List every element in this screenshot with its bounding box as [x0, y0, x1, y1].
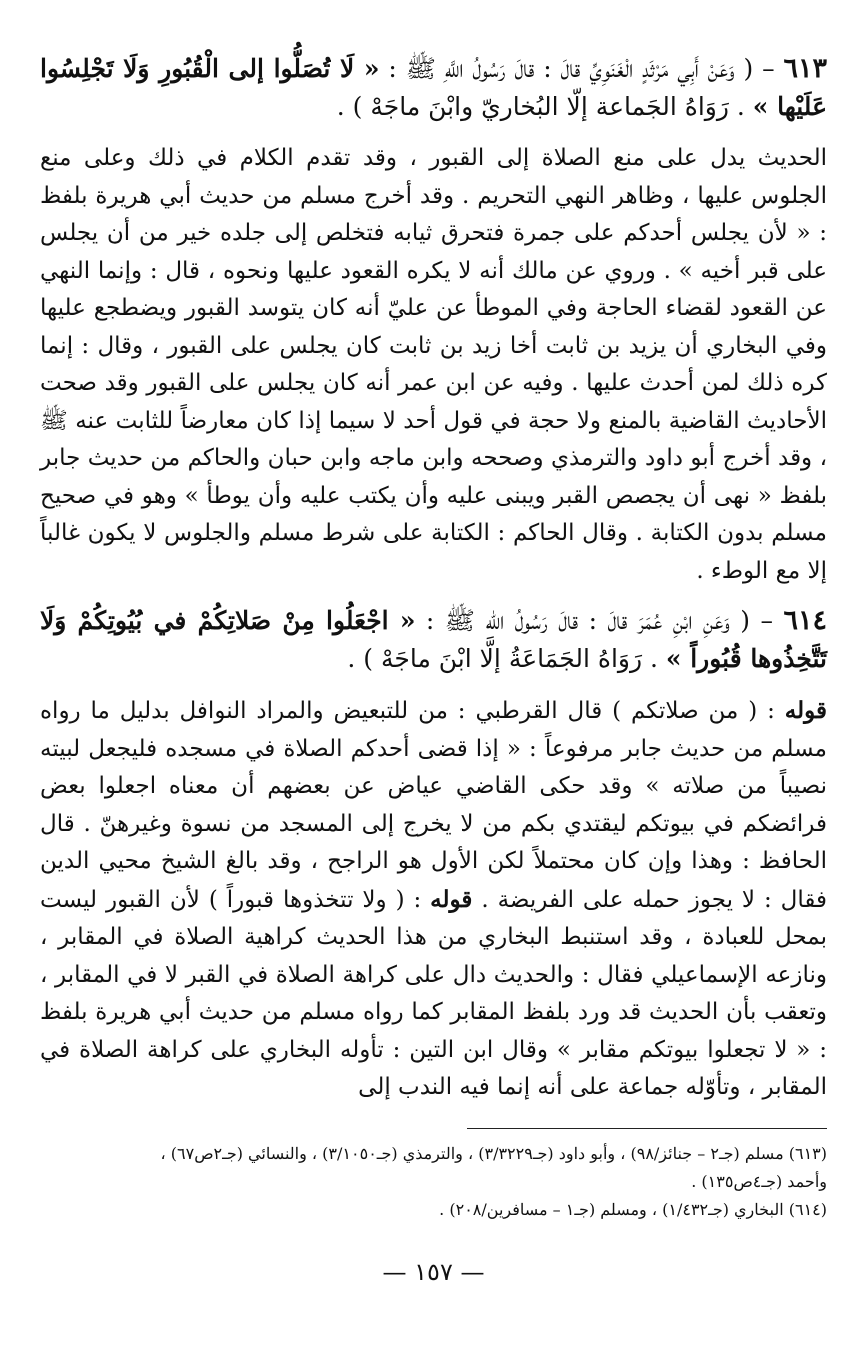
hadith-613 — [40, 50, 827, 126]
hadith-dash: – — [753, 54, 784, 83]
page-number: — ١٥٧ — — [382, 1258, 485, 1286]
hadith-614 — [40, 602, 827, 678]
hadith-dash: – — [750, 606, 784, 635]
keyword-qawluhu: قوله — [784, 697, 827, 724]
footnote-613-continued: وأحمد (جـ٤ص١٣٥) . — [691, 1172, 827, 1191]
commentary-613: الحديث يدل على منع الصلاة إلى القبور ، وقد تقدم الكلام في ذلك وعلى منع الجلوس عليها ، وظاهر النهي التحريم . وقد أخرج مسلم من حديث أبي هريرة بلفظ : « لأن يجلس أحدكم على جمرة فتحرق ثيابه فتخلص إلى جلده خير من أن يجلس على قبر أخيه » . وروي عن مالك أنه لا يكره القعود عليها ونحوه ، قال : وإنما النهي عن القعود لقضاء الحاجة وفي الموطأ عن عليّ أنه كان يتوسد القبور ويضطجع عليها وفي البخاري أن يزيد بن ثابت أخا زيد بن ثابت كان يجلس على القبور ، وقال : إنما كره ذلك لمن أحدث عليها . وفيه عن ابن عمر أنه كان يجلس على القبور وقد صحت الأحاديث القاضية بالمنع ولا حجة في قول أحد لا سيما إذا كان معارضاً للثابت عنه ﷺ ، وقد أخرج أبو داود والترمذي وصححه وابن ماجه وابن حبان والحاكم من حديث جابر بلفظ « نهى أن يجصص القبر ويبنى عليه وأن يكتب عليه وأن يوطأ » وهو في صحيح مسلم بدون الكتابة . وقال الحاكم : الكتابة على شرط مسلم والجلوس لا يكون غالباً إلا مع الوطء . — [40, 145, 827, 584]
page-body — [40, 50, 827, 1119]
hadith-takhrij: . رَوَاهُ الجَماعة إلّا البُخاريّ وابْنَ ماجَهْ ) . — [336, 92, 753, 121]
hadith-matn: « لَا تُصَلُّوا إلى الْقُبُورِ وَلَا تَجْلِسُوا عَلَيْها » — [40, 54, 827, 121]
keyword-qawluhu: قوله — [430, 885, 473, 913]
commentary-text: : ( من صلاتكم ) قال القرطبي : من للتبعيض والمراد النوافل بدليل ما رواه مسلم من حديث جابر مرفوعاً : « إذا قضى أحدكم الصلاة في مسجده فليجعل لبيته نصيباً من صلاته » وقد حكى القاضي عياض عن بعضهم أن معناه اجعلوا بعض فرائضكم في بيوتكم ليقتدي بكم من لا يخرج إلى المسجد من نسوة وغيرهنّ . قال الحافظ : وهذا وإن كان محتملاً لكن الأول هو الراجح ، وقد بالغ الشيخ محيي الدين فقال : لا يجوز حمله على الفريضة . — [40, 698, 827, 913]
hadith-number: ٦١٣ — [783, 53, 827, 84]
footnote-divider — [467, 1128, 827, 1129]
commentary-614 — [40, 692, 827, 1107]
hadith-matn: « اجْعَلُوا مِنْ صَلاتِكُمْ في بُيُوتِكُمْ وَلَا تَتَّخِذُوها قُبُوراً » — [40, 606, 827, 673]
footnote-613: (٦١٣) مسلم (جـ٢ – جنائز/٩٨) ، وأبو داود (جـ٣/٣٢٢٩) ، والترمذي (جـ٣/١٠٥٠) ، والنسائي (جـ٢ص٦٧) ، — [160, 1144, 827, 1163]
hadith-intro: ( وَعَنِ ابْنِ عُمَرَ قالَ : قالَ رَسُولُ الله ﷺ : — [415, 606, 751, 635]
footnote-614: (٦١٤) البخاري (جـ١/٤٣٢) ، ومسلم (جـ١ – مسافرين/٢٠٨) . — [439, 1200, 827, 1219]
hadith-number: ٦١٤ — [783, 605, 828, 636]
hadith-takhrij: . رَوَاهُ الجَمَاعَةُ إلَّا ابْنَ ماجَهْ ) . — [347, 644, 666, 673]
commentary-text: : ( ولا تتخذوها قبوراً ) لأن القبور ليست بمحل للعبادة ، وقد استنبط البخاري من هذا الحديث كراهية الصلاة في المقابر ، ونازعه الإسماعيلي فقال : والحديث دال على كراهة الصلاة في القبر لا في المقابر ، وتعقب بأن الحديث قد ورد بلفظ المقابر كما رواه مسلم من حديث أبي هريرة بلفظ : « لا تجعلوا بيوتكم مقابر » وقال ابن التين : تأوله البخاري على كراهة الصلاة في المقابر ، وتأوّله جماعة على أنه إنما فيه الندب إلى — [40, 886, 827, 1100]
hadith-intro: ( وَعَنْ أَبِي مَرْثَدٍ الْغَنَوِيِّ قالَ : قالَ رَسُولُ اللَّهِ ﷺ : — [379, 54, 754, 83]
footnotes — [40, 1140, 827, 1224]
